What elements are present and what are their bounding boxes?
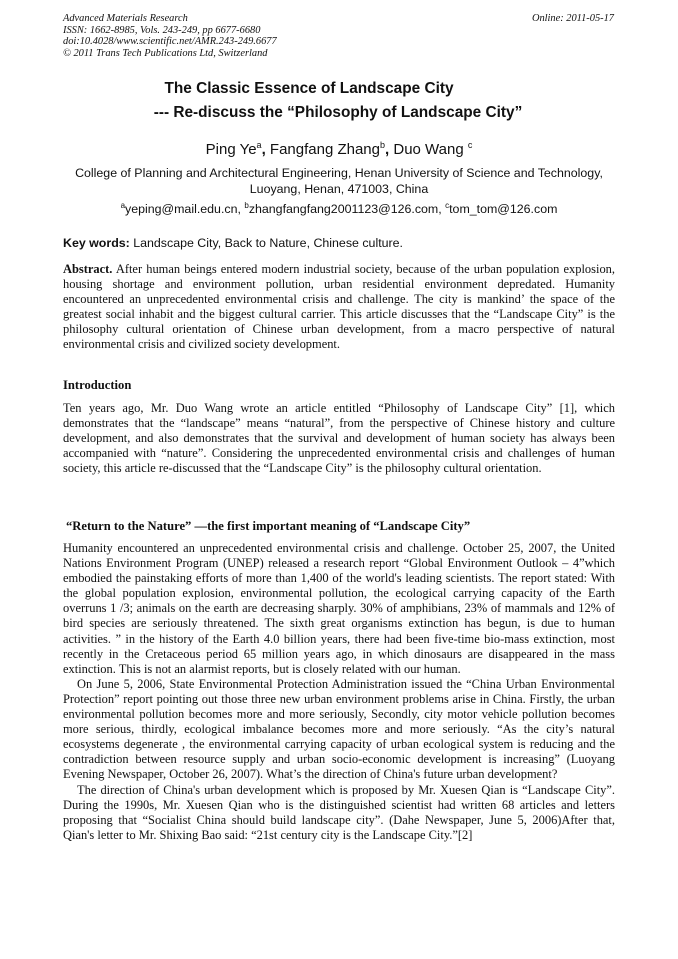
email-list [0, 201, 678, 216]
author-2: Fangfang Zhang [269, 141, 380, 158]
keywords-label: Key words: [63, 236, 130, 250]
section-body [63, 541, 615, 843]
keywords [63, 236, 615, 250]
email-b-mark: b [244, 201, 249, 210]
abstract-label: Abstract. [63, 262, 113, 276]
email-a: yeping@mail.edu.cn, [125, 202, 245, 216]
online-date: Online: 2011-05-17 [531, 13, 614, 24]
journal-header [63, 13, 277, 59]
author-separator: , [385, 141, 394, 158]
section-paragraph-2: On June 5, 2006, State Environmental Protection Administration issued the “China Urban Environmental Protection” report pointing out those three new urban environment problems arise in China. Firstly, the urban environmental pollution becomes more and more seriously, Secondly, city motor vehicle pollution becomes more serious, thirdly, ecological imbalance becomes more and more seriously. “As the city’s natural ecosystems degenerate , the environmental carrying capacity of urban ecological system is reducing and the contradiction between resource supply and urban socio-economic development is increasing” (Luoyang Evening Newspaper, October 26, 2007). What’s the direction of China's future urban development? [63, 676, 615, 782]
author-separator: , [261, 141, 270, 158]
section-paragraph-1: Humanity encountered an unprecedented environmental crisis and challenge. October 25, 2007, the United Nations Environment Program (UNEP) released a research report “Global Environment Outlook – 4”which embodied the painstaking efforts of more than 1,400 of the world's leading scientists. The report stated: With the global population explosion, environmental pollution, the ecological carrying capacity of the Earth overruns 1 /3; animals on the earth are decreasing sharply. 30% of amphibians, 23% of mammals and 12% of bird species are seriously threatened. The sixth great organisms extinction has begun, is due to human activities. ” in the history of the Earth 4.0 billion years, there had been five-time bio-mass extinction, most recently in the Cretaceous period 65 million years ago, in which dinosaurs are disappeared in the mass extinction. This is not an alarmist reports, but is closely related with our human. [63, 541, 615, 676]
email-c-mark: c [445, 201, 450, 210]
email-b: zhangfangfang2001123@126.com, [248, 202, 446, 216]
email-a-mark: a [120, 201, 126, 210]
paper-subtitle: --- Re-discuss the “Philosophy of Landscape City” [153, 104, 523, 121]
affiliation: College of Planning and Architectural Engineering, Henan University of Science and Technology, Luoyang, Henan, 471003, China [75, 166, 603, 196]
section-heading: “Return to the Nature” —the first important meaning of “Landscape City” [66, 519, 471, 533]
abstract [63, 262, 615, 353]
section-paragraph-3: The direction of China's urban development which is proposed by Mr. Xuesen Qian is “Landscape City”. During the 1990s, Mr. Xuesen Qian who is the distinguished scientist had written 68 articles and letters proposing that “Socialist China should build landscape city”. (Dahe Newspaper, June 5, 2006)After that, Qian's letter to Mr. Shixing Bao said: “21st century city is the Landscape City.”[2] [63, 782, 615, 842]
author-list [0, 140, 678, 158]
introduction-heading: Introduction [63, 378, 132, 392]
abstract-text: After human beings entered modern industrial society, because of the urban population explosion, housing shortage and environment pollution, urban residential environment depredated. Humanity encountered an unprecedented environmental crisis and challenge. The city is mankind’ the space of the greatest social inhabit and the biggest cultural carrier. This article discusses that the “Landscape City” is the philosophy cultural orientation of Chinese urban development, from a macro perspective of natural environmental crisis and civilized society development. [63, 262, 615, 352]
doi-line: doi:10.4028/www.scientific.net/AMR.243-249.6677 [63, 36, 277, 48]
author-2-mark: b [380, 140, 386, 150]
author-1: Ping Ye [205, 141, 257, 158]
introduction-paragraph: Ten years ago, Mr. Duo Wang wrote an article entitled “Philosophy of Landscape City” [1], which demonstrates that the “landscape” means “natural”, from the perspective of Chinese history and culture development, and also demonstrates that the survival and development of human society has always been accompanied with “nature”. Considering the unprecedented environmental crisis and challenges of human society, this article re-discussed that the “Landscape City” is the philosophy cultural orientation. [63, 401, 615, 476]
author-3: Duo Wang [393, 141, 464, 158]
author-1-mark: a [256, 140, 262, 150]
keywords-text: Landscape City, Back to Nature, Chinese culture. [129, 236, 403, 250]
journal-name: Advanced Materials Research [63, 13, 188, 24]
paper-title: The Classic Essence of Landscape City [164, 80, 454, 97]
email-c: tom_tom@126.com [449, 202, 558, 216]
copyright-line: © 2011 Trans Tech Publications Ltd, Switzerland [63, 47, 268, 59]
author-3-mark: c [467, 140, 473, 150]
issn-line: ISSN: 1662-8985, Vols. 243-249, pp 6677-6680 [63, 24, 261, 36]
